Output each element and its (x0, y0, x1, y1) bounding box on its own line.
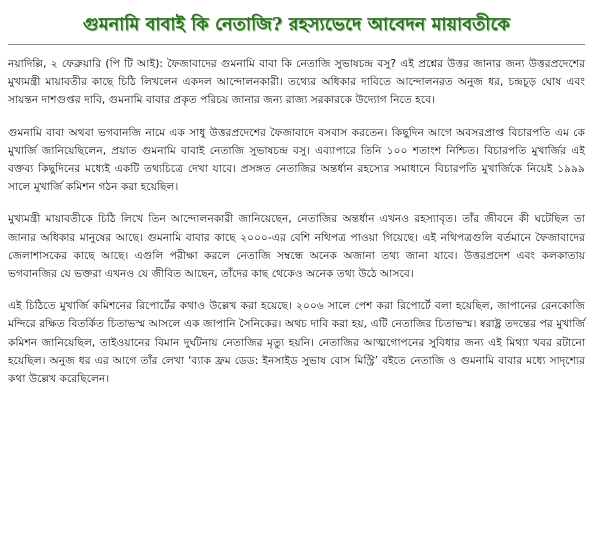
article-headline: গুমনামি বাবাই কি নেতাজি? রহস্যভেদে আবেদন মায়াবতীকে (83, 15, 510, 35)
article-paragraph-3: মুখ্যমন্ত্রী মায়াবতীকে চিঠি লিখে তিন আন্দোলনকারী জানিয়েছেন, নেতাজির অন্তর্ধান এখনও রহস্যাবৃত। তাঁর জীবনে কী ঘটেছিল তা জানার অধিকার মানুষের আছে। গুমনামি বাবার কাছে ২০০০-এর বেশি নথিপত্র পাওয়া গিয়েছে। এই নথিপত্রগুলি বর্তমানে ফৈজাবাদের জেলাশাসকের কাছে আছে। এগুলি পরীক্ষা করলে নেতাজি সম্বন্ধে অনেক অজানা তথ্য জানা যাবে। উত্তরপ্রদেশ এবং কলকাতায় ভগবানজির যে ভক্তরা এখনও যে জীবিত আছেন, তাঁদের কাছ থেকেও অনেক তথ্য উঠে আসবে। (8, 212, 585, 281)
article-paragraph-2: গুমনামি বাবা অথবা ভগবানজি নামে এক সাধু উত্তরপ্রদেশের ফৈজাবাদে বসবাস করতেন। কিছুদিন আগে অবসরপ্রাপ্ত বিচারপতি এম কে মুখার্জি জানিয়েছিলেন, প্রয়াত গুমনামি বাবাই নেতাজি সুভাষচন্দ্র বসু। এব্যাপারে তিনি ১০০ শতাংশ নিশ্চিত। বিচারপতি মুখার্জির এই বক্তব্য কিছুদিনের মধ্যেই একটি তথ্যচিত্রে দেখা যাবে। প্রসঙ্গত নেতাজির অন্তর্ধান রহস্যের সমাধানে বিচারপতি মুখার্জিকে নিয়েই ১৯৯৯ সালে মুখার্জি কমিশন গঠন করা হয়েছিল। (8, 125, 585, 194)
article-paragraph-1: নয়াদিল্লি, ২ ফেব্রুয়ারি (পি টি আই): ফৈজাবাদের গুমনামি বাবা কি নেতাজি সুভাষচন্দ্র বসু? এই প্রশ্নের উত্তর জানার জন্য উত্তরপ্রদেশের মুখ্যমন্ত্রী মায়াবতীর কাছে চিঠি লিখলেন একদল আন্দোলনকারী। তথ্যের অধিকার দাবিতে আন্দোলনরত অনুজ ধর, চন্দ্রচূড় ঘোষ এবং সায়ন্তন দাশগুপ্তর দাবি, গুমনামি বাবার প্রকৃত পরিচয় জানার জন্য রাজ্য সরকারকে উদ্যোগ নিতে হবে। (8, 57, 585, 107)
article-paragraph-4: এই চিঠিতে মুখার্জি কমিশনের রিপোর্টের কথাও উল্লেখ করা হয়েছে। ২০০৬ সালে পেশ করা রিপোর্টে বলা হয়েছিল, জাপানের রেনকোজি মন্দিরে রক্ষিত বিতর্কিত চিতাভস্ম আসলে এক জাপানি সৈনিকের। অথচ দাবি করা হয়, এটি নেতাজির চিতাভস্ম। ষ্বরাষ্ট্র তদন্তের পর মুখার্জি কমিশন জানিয়েছিল, তাইওয়ানের বিমান দুর্ঘটনায় নেতাজির মৃত্যু হয়নি। নেতাজির আত্মগোপনের সুবিধার জন্য এই মিথ্যা খবর রটানো হয়েছিল। অনুজ ধর এর আগে তাঁর লেখা ‘ব্যাক ফ্রম ডেড: ইনসাইড সুভাষ বোস মিস্ট্রি’ বইতে নেতাজি ও গুমনামি বাবার মধ্যে সাদৃশ্যের কথা উল্লেখ করেছিলেন। (8, 299, 585, 386)
headline-divider (8, 44, 585, 45)
